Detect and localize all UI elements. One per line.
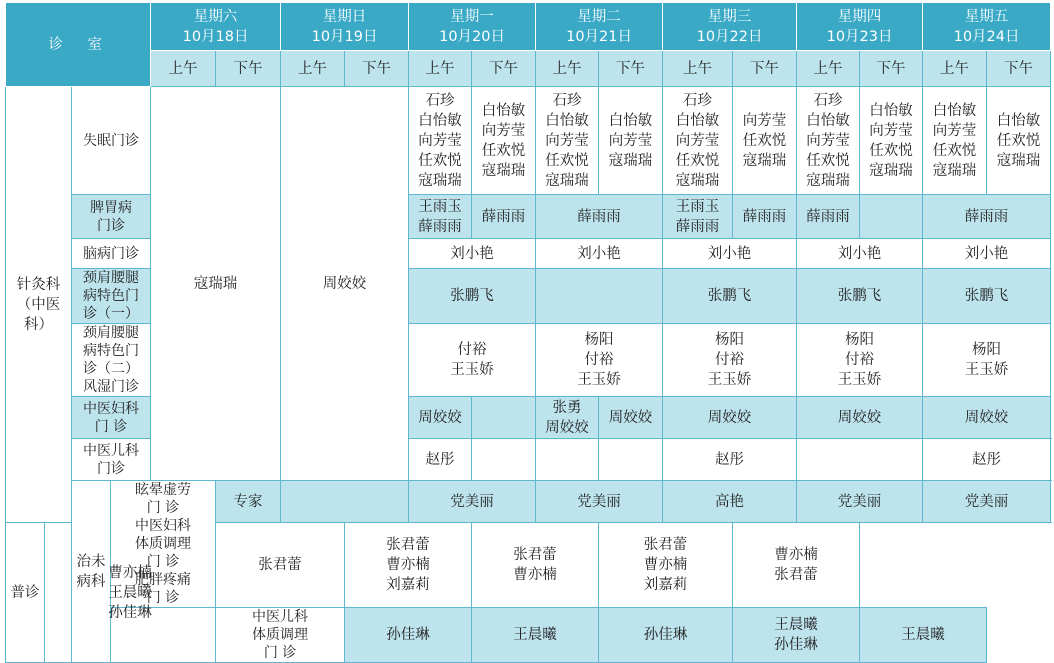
dept-acupuncture: 针灸科 （中医科） [6, 87, 72, 523]
day-header-mon [409, 3, 536, 51]
weekday-label: 星期四 [837, 8, 882, 25]
schedule-cell: 党美丽 [409, 481, 536, 523]
date-label: 10月19日 [311, 28, 378, 45]
schedule-cell [472, 397, 536, 439]
schedule-cell: 白怡敏 向芳莹 寇瑞瑞 [599, 87, 663, 195]
schedule-cell: 高艳 [663, 481, 797, 523]
schedule-cell [536, 439, 599, 481]
schedule-cell: 石珍 白怡敏 向芳莹 任欢悦 寇瑞瑞 [409, 87, 472, 195]
day-header-wed [663, 3, 797, 51]
am-header: 上午 [151, 51, 216, 87]
am-header: 上午 [281, 51, 345, 87]
day-header-fri [923, 3, 1051, 51]
date-label: 10月21日 [566, 28, 632, 45]
day-header-tue [536, 3, 663, 51]
expert-label: 专家 [216, 481, 281, 523]
date-label: 10月23日 [826, 28, 893, 45]
schedule-cell: 赵彤 [663, 439, 797, 481]
schedule-cell: 周姣姣 [409, 397, 472, 439]
schedule-cell: 孙佳琳 [345, 608, 472, 663]
room-zhiweibing-sub: 眩晕虚劳 门 诊 中医妇科 体质调理 门 诊 肥胖疼痛 门 诊 [111, 481, 216, 608]
weekday-label: 星期一 [450, 8, 494, 25]
room-insomnia: 失眠门诊 [72, 87, 151, 195]
date-label: 10月22日 [696, 28, 763, 45]
schedule-cell: 王雨玉 薛雨雨 [663, 195, 733, 239]
schedule-cell: 周姣姣 [797, 397, 923, 439]
schedule-cell [472, 439, 536, 481]
schedule-cell [281, 481, 409, 523]
pm-header: 下午 [599, 51, 663, 87]
schedule-cell [536, 269, 663, 324]
schedule-cell [599, 439, 663, 481]
weekday-label: 星期五 [964, 8, 1009, 25]
schedule-cell: 薛雨雨 [472, 195, 536, 239]
room-header: 诊 室 [6, 3, 151, 87]
schedule-cell: 刘小艳 [797, 239, 923, 269]
schedule-cell: 张鹏飞 [663, 269, 797, 324]
schedule-cell: 张君蕾 [216, 523, 345, 608]
schedule-cell: 曹亦楠 王晨曦 孙佳琳 [45, 523, 216, 663]
room-zhiweibing-pediatric: 中医儿科 体质调理 门 诊 [216, 608, 345, 663]
day-header-sun [281, 3, 409, 51]
weekday-label: 星期二 [577, 8, 621, 25]
day-header-thu [797, 3, 923, 51]
clinic-schedule-table [5, 2, 1051, 663]
schedule-cell: 王晨曦 [860, 608, 987, 663]
schedule-cell: 周姣姣 [281, 87, 409, 481]
room-pediatrics: 中医儿科 门诊 [72, 439, 151, 481]
schedule-cell: 刘小艳 [409, 239, 536, 269]
pm-header: 下午 [472, 51, 536, 87]
schedule-cell: 党美丽 [536, 481, 663, 523]
day-header-sat [151, 3, 281, 51]
schedule-cell: 寇瑞瑞 [151, 87, 281, 481]
schedule-cell: 白怡敏 任欢悦 寇瑞瑞 [987, 87, 1051, 195]
schedule-cell: 王晨曦 孙佳琳 [733, 608, 860, 663]
schedule-cell: 张鹏飞 [923, 269, 1051, 324]
pm-header: 下午 [987, 51, 1051, 87]
schedule-cell: 曹亦楠 张君蕾 [733, 523, 860, 608]
schedule-cell: 石珍 白怡敏 向芳莹 任欢悦 寇瑞瑞 [536, 87, 599, 195]
pm-header: 下午 [733, 51, 797, 87]
schedule-cell: 白怡敏 向芳莹 任欢悦 寇瑞瑞 [860, 87, 923, 195]
pm-header: 下午 [345, 51, 409, 87]
schedule-cell: 张君蕾 曹亦楠 刘嘉莉 [345, 523, 472, 608]
schedule-cell: 薛雨雨 [733, 195, 797, 239]
schedule-cell [860, 195, 923, 239]
am-header: 上午 [797, 51, 860, 87]
room-neck-shoulder-1: 颈肩腰腿 病特色门 诊（一） [72, 269, 151, 324]
pm-header: 下午 [860, 51, 923, 87]
schedule-cell: 张君蕾 曹亦楠 刘嘉莉 [599, 523, 733, 608]
schedule-cell: 王晨曦 [472, 608, 599, 663]
am-header: 上午 [663, 51, 733, 87]
schedule-cell: 石珍 白怡敏 向芳莹 任欢悦 寇瑞瑞 [663, 87, 733, 195]
am-header: 上午 [409, 51, 472, 87]
weekday-label: 星期日 [322, 8, 367, 25]
date-label: 10月18日 [182, 28, 249, 45]
schedule-cell: 刘小艳 [663, 239, 797, 269]
schedule-cell: 张鹏飞 [409, 269, 536, 324]
schedule-cell: 薛雨雨 [923, 195, 1051, 239]
schedule-cell: 杨阳 付裕 王玉娇 [797, 324, 923, 397]
schedule-cell: 周姣姣 [663, 397, 797, 439]
schedule-cell: 刘小艳 [536, 239, 663, 269]
schedule-cell: 白怡敏 向芳莹 任欢悦 寇瑞瑞 [472, 87, 536, 195]
schedule-cell: 向芳莹 任欢悦 寇瑞瑞 [733, 87, 797, 195]
schedule-cell: 杨阳 王玉娇 [923, 324, 1051, 397]
room-spleen-stomach: 脾胃病 门诊 [72, 195, 151, 239]
schedule-cell: 付裕 王玉娇 [409, 324, 536, 397]
schedule-cell: 张鹏飞 [797, 269, 923, 324]
schedule-cell: 刘小艳 [923, 239, 1051, 269]
schedule-cell: 薛雨雨 [797, 195, 860, 239]
date-label: 10月24日 [953, 28, 1020, 45]
schedule-cell: 周姣姣 [923, 397, 1051, 439]
schedule-cell: 党美丽 [923, 481, 1051, 523]
weekday-label: 星期六 [193, 8, 238, 25]
schedule-cell: 张勇 周姣姣 [536, 397, 599, 439]
schedule-cell: 杨阳 付裕 王玉娇 [663, 324, 797, 397]
schedule-cell: 党美丽 [797, 481, 923, 523]
schedule-cell: 周姣姣 [599, 397, 663, 439]
general-label: 普诊 [6, 523, 45, 663]
schedule-cell: 赵彤 [923, 439, 1051, 481]
schedule-cell: 石珍 白怡敏 向芳莹 任欢悦 寇瑞瑞 [797, 87, 860, 195]
room-neck-shoulder-2: 颈肩腰腿 病特色门 诊（二） 风湿门诊 [72, 324, 151, 397]
weekday-label: 星期三 [707, 8, 752, 25]
schedule-cell: 张君蕾 曹亦楠 [472, 523, 599, 608]
schedule-cell: 王雨玉 薛雨雨 [409, 195, 472, 239]
schedule-cell: 薛雨雨 [536, 195, 663, 239]
dept-zhiweibing: 治未 病科 [72, 481, 111, 663]
pm-header: 下午 [216, 51, 281, 87]
am-header: 上午 [536, 51, 599, 87]
room-gynecology: 中医妇科 门 诊 [72, 397, 151, 439]
room-brain: 脑病门诊 [72, 239, 151, 269]
schedule-cell: 杨阳 付裕 王玉娇 [536, 324, 663, 397]
schedule-cell: 白怡敏 向芳莹 任欢悦 寇瑞瑞 [923, 87, 987, 195]
schedule-cell: 孙佳琳 [599, 608, 733, 663]
schedule-cell: 赵彤 [409, 439, 472, 481]
am-header: 上午 [923, 51, 987, 87]
date-label: 10月20日 [439, 28, 505, 45]
schedule-cell [797, 439, 923, 481]
